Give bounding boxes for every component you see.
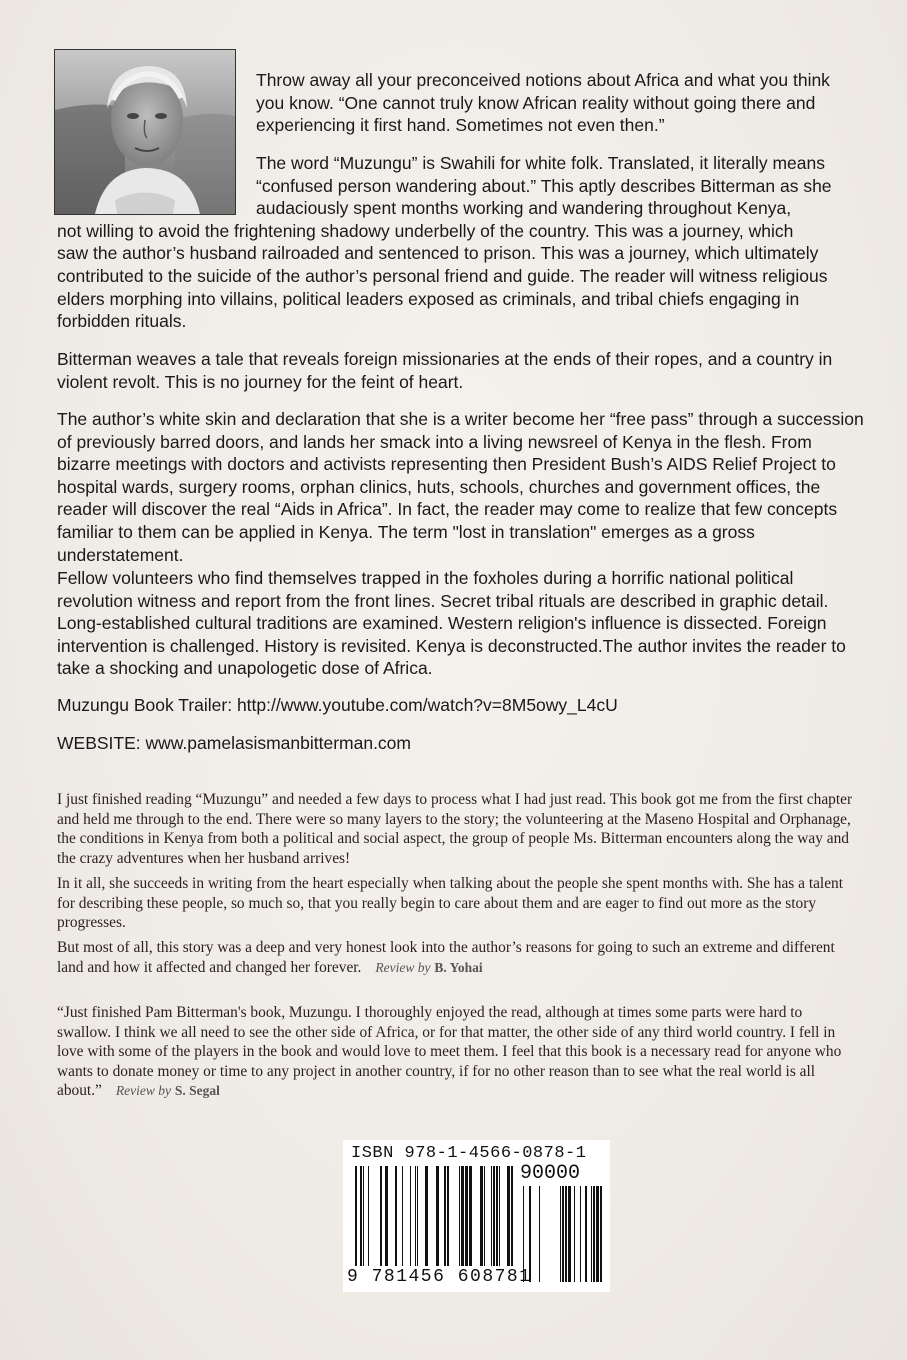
review-2-reviewer: S. Segal xyxy=(174,1083,220,1099)
barcode-bar xyxy=(493,1166,495,1266)
barcode-bar xyxy=(415,1166,416,1266)
price-code: 90000 xyxy=(520,1162,581,1185)
blurb-p2-line: “confused person wandering about.” This aptly describes Bitterman as she xyxy=(256,175,832,196)
barcode-bar xyxy=(499,1166,500,1266)
barcode-bar xyxy=(444,1166,446,1266)
review-1-paragraph-2: In it all, she succeeds in writing from the heart especially when talking about the people she spent months with. She has a talent for describing these people, so much so, that you really begin to care about them and are eager to find out more as the story progresses. xyxy=(57,875,844,932)
barcode-bar xyxy=(368,1166,369,1266)
isbn-barcode xyxy=(343,1140,610,1292)
blurb-paragraph-1: Throw away all your preconceived notions about Africa and what you think you know. “One cannot truly know African reality without going there and experiencing it first hand. Sometimes not even then.” xyxy=(256,70,830,136)
barcode-bar xyxy=(461,1166,464,1266)
barcode-addon-bar xyxy=(568,1186,571,1282)
blurb-p2-line: saw the author’s husband railroaded and sentenced to prison. This was a journey, which ultimately xyxy=(57,243,819,264)
blurb-p2-line: forbidden rituals. xyxy=(57,311,187,332)
barcode-bar xyxy=(469,1166,472,1266)
barcode-bar xyxy=(355,1166,357,1266)
review-1-paragraph-1: I just finished reading “Muzungu” and needed a few days to process what I had just read. This book got me from the first chapter and held me through to the end. There were so many layers to the story; the volunteering at the Maseno Hospital and Orphanage, the conditions in Kenya from both a political and social aspect, the group of people Ms. Bitterman encounters along the way and the crazy adventures when her husband arrives! xyxy=(57,791,853,867)
blurb-paragraph-2 xyxy=(57,152,857,333)
barcode-addon-bar xyxy=(580,1186,581,1282)
review-1-paragraph-3 xyxy=(57,938,857,977)
review-1-reviewer: B. Yohai xyxy=(434,959,483,975)
barcode-addon-bar xyxy=(600,1186,602,1282)
barcode-bar xyxy=(395,1166,397,1266)
blurb-p2-line: audaciously spent months working and wandering throughout Kenya, xyxy=(256,198,792,219)
review-1-text: But most of all, this story was a deep and very honest look into the author’s reasons for going to such an extreme and different land and how it affected and changed her forever. xyxy=(57,939,835,976)
barcode-bar xyxy=(385,1166,388,1266)
website-link[interactable]: WEBSITE: www.pamelasismanbitterman.com xyxy=(57,733,411,753)
barcode-addon-bar xyxy=(596,1186,599,1282)
barcode-addon-bar xyxy=(591,1186,592,1282)
barcode-bar xyxy=(491,1166,492,1266)
barcode-bar xyxy=(402,1166,403,1266)
isbn-label: ISBN 978-1-4566-0878-1 xyxy=(351,1144,587,1163)
barcode-addon-bar xyxy=(539,1186,540,1282)
blurb-p2-line: elders morphing into villains, political leaders exposed as criminals, and tribal chiefs engaging in xyxy=(57,288,800,309)
barcode-bar xyxy=(484,1166,485,1266)
barcode-bar xyxy=(363,1166,364,1266)
barcode-bar xyxy=(480,1166,483,1266)
blurb-paragraph-4: The author’s white skin and declaration that she is a writer become her “free pass” through a succession of previously barred doors, and lands her smack into a living newsreel of Kenya in the flesh. From bizarre meetings with doctors and activists representing then President Bush’s AIDS Relief Project to hospital wards, surgery rooms, orphan clinics, huts, schools, churches and government offices, the reader will discover the real “Aids in Africa”. In fact, the reader may come to realize that few concepts familiar to them can be applied in Kenya. The term "lost in translation" emerges as a gross understatement. xyxy=(57,409,864,565)
review-2-text: “Just finished Pam Bitterman's book, Muzungu. I thoroughly enjoyed the read, although at times some parts were hard to swallow. I think we all need to see the other side of Africa, or for that matter, the other side of any third world country. I fell in love with some of the players in the book and would love to meet them. I feel that this book is a necessary read for anyone who wants to donate money or time to any project in another country, if for no other reason than to see what the real world is all about.” xyxy=(57,1004,842,1100)
barcode-bar xyxy=(465,1166,468,1266)
barcode-digits: 9 781456 608781 xyxy=(347,1267,532,1287)
blurb-p2-line: contributed to the suicide of the author’s personal friend and guide. The reader will witness religious xyxy=(57,265,828,286)
barcode-bar xyxy=(380,1166,382,1266)
blurb-p2-line: not willing to avoid the frightening shadowy underbelly of the country. This was a journey, which xyxy=(57,220,794,241)
barcode-bar xyxy=(459,1166,460,1266)
barcode-addon-bar xyxy=(560,1186,561,1282)
barcode-bar xyxy=(511,1166,513,1266)
barcode-addon-bar xyxy=(593,1186,595,1282)
barcode-bar xyxy=(447,1166,449,1266)
barcode-addon-bar xyxy=(562,1186,564,1282)
blurb-paragraph-3: Bitterman weaves a tale that reveals foreign missionaries at the ends of their ropes, and a country in violent revolt. This is no journey for the feint of heart. xyxy=(57,349,833,392)
barcode-addon-bar xyxy=(585,1186,587,1282)
barcode-bar xyxy=(436,1166,439,1266)
review-2-by: Review by xyxy=(115,1083,171,1099)
review-2 xyxy=(57,1003,857,1101)
blurb-p2-line: The word “Muzungu” is Swahili for white folk. Translated, it literally means xyxy=(256,153,825,173)
barcode-bar xyxy=(410,1166,411,1266)
review-1-by: Review by xyxy=(375,959,431,975)
barcode-bar xyxy=(417,1166,418,1266)
blurb-paragraph-5: Fellow volunteers who find themselves trapped in the foxholes during a horrific national political revolution witness and report from the front lines. Secret tribal rituals are described in graphic detail. Long-established cultural traditions are examined. Western religion's influence is dissected. Foreign intervention is challenged. History is revisited. Kenya is deconstructed.The author invites the reader to take a shocking and unapologetic dose of Africa. xyxy=(57,568,846,679)
barcode-bar xyxy=(425,1166,428,1266)
barcode-bar xyxy=(360,1166,362,1266)
book-trailer-link[interactable]: Muzungu Book Trailer: http://www.youtube.com/watch?v=8M5owy_L4cU xyxy=(57,695,618,715)
barcode-bar xyxy=(507,1166,510,1266)
barcode-addon-bar xyxy=(565,1186,567,1282)
barcode-addon-bar xyxy=(574,1186,575,1282)
barcode-bar xyxy=(496,1166,498,1266)
